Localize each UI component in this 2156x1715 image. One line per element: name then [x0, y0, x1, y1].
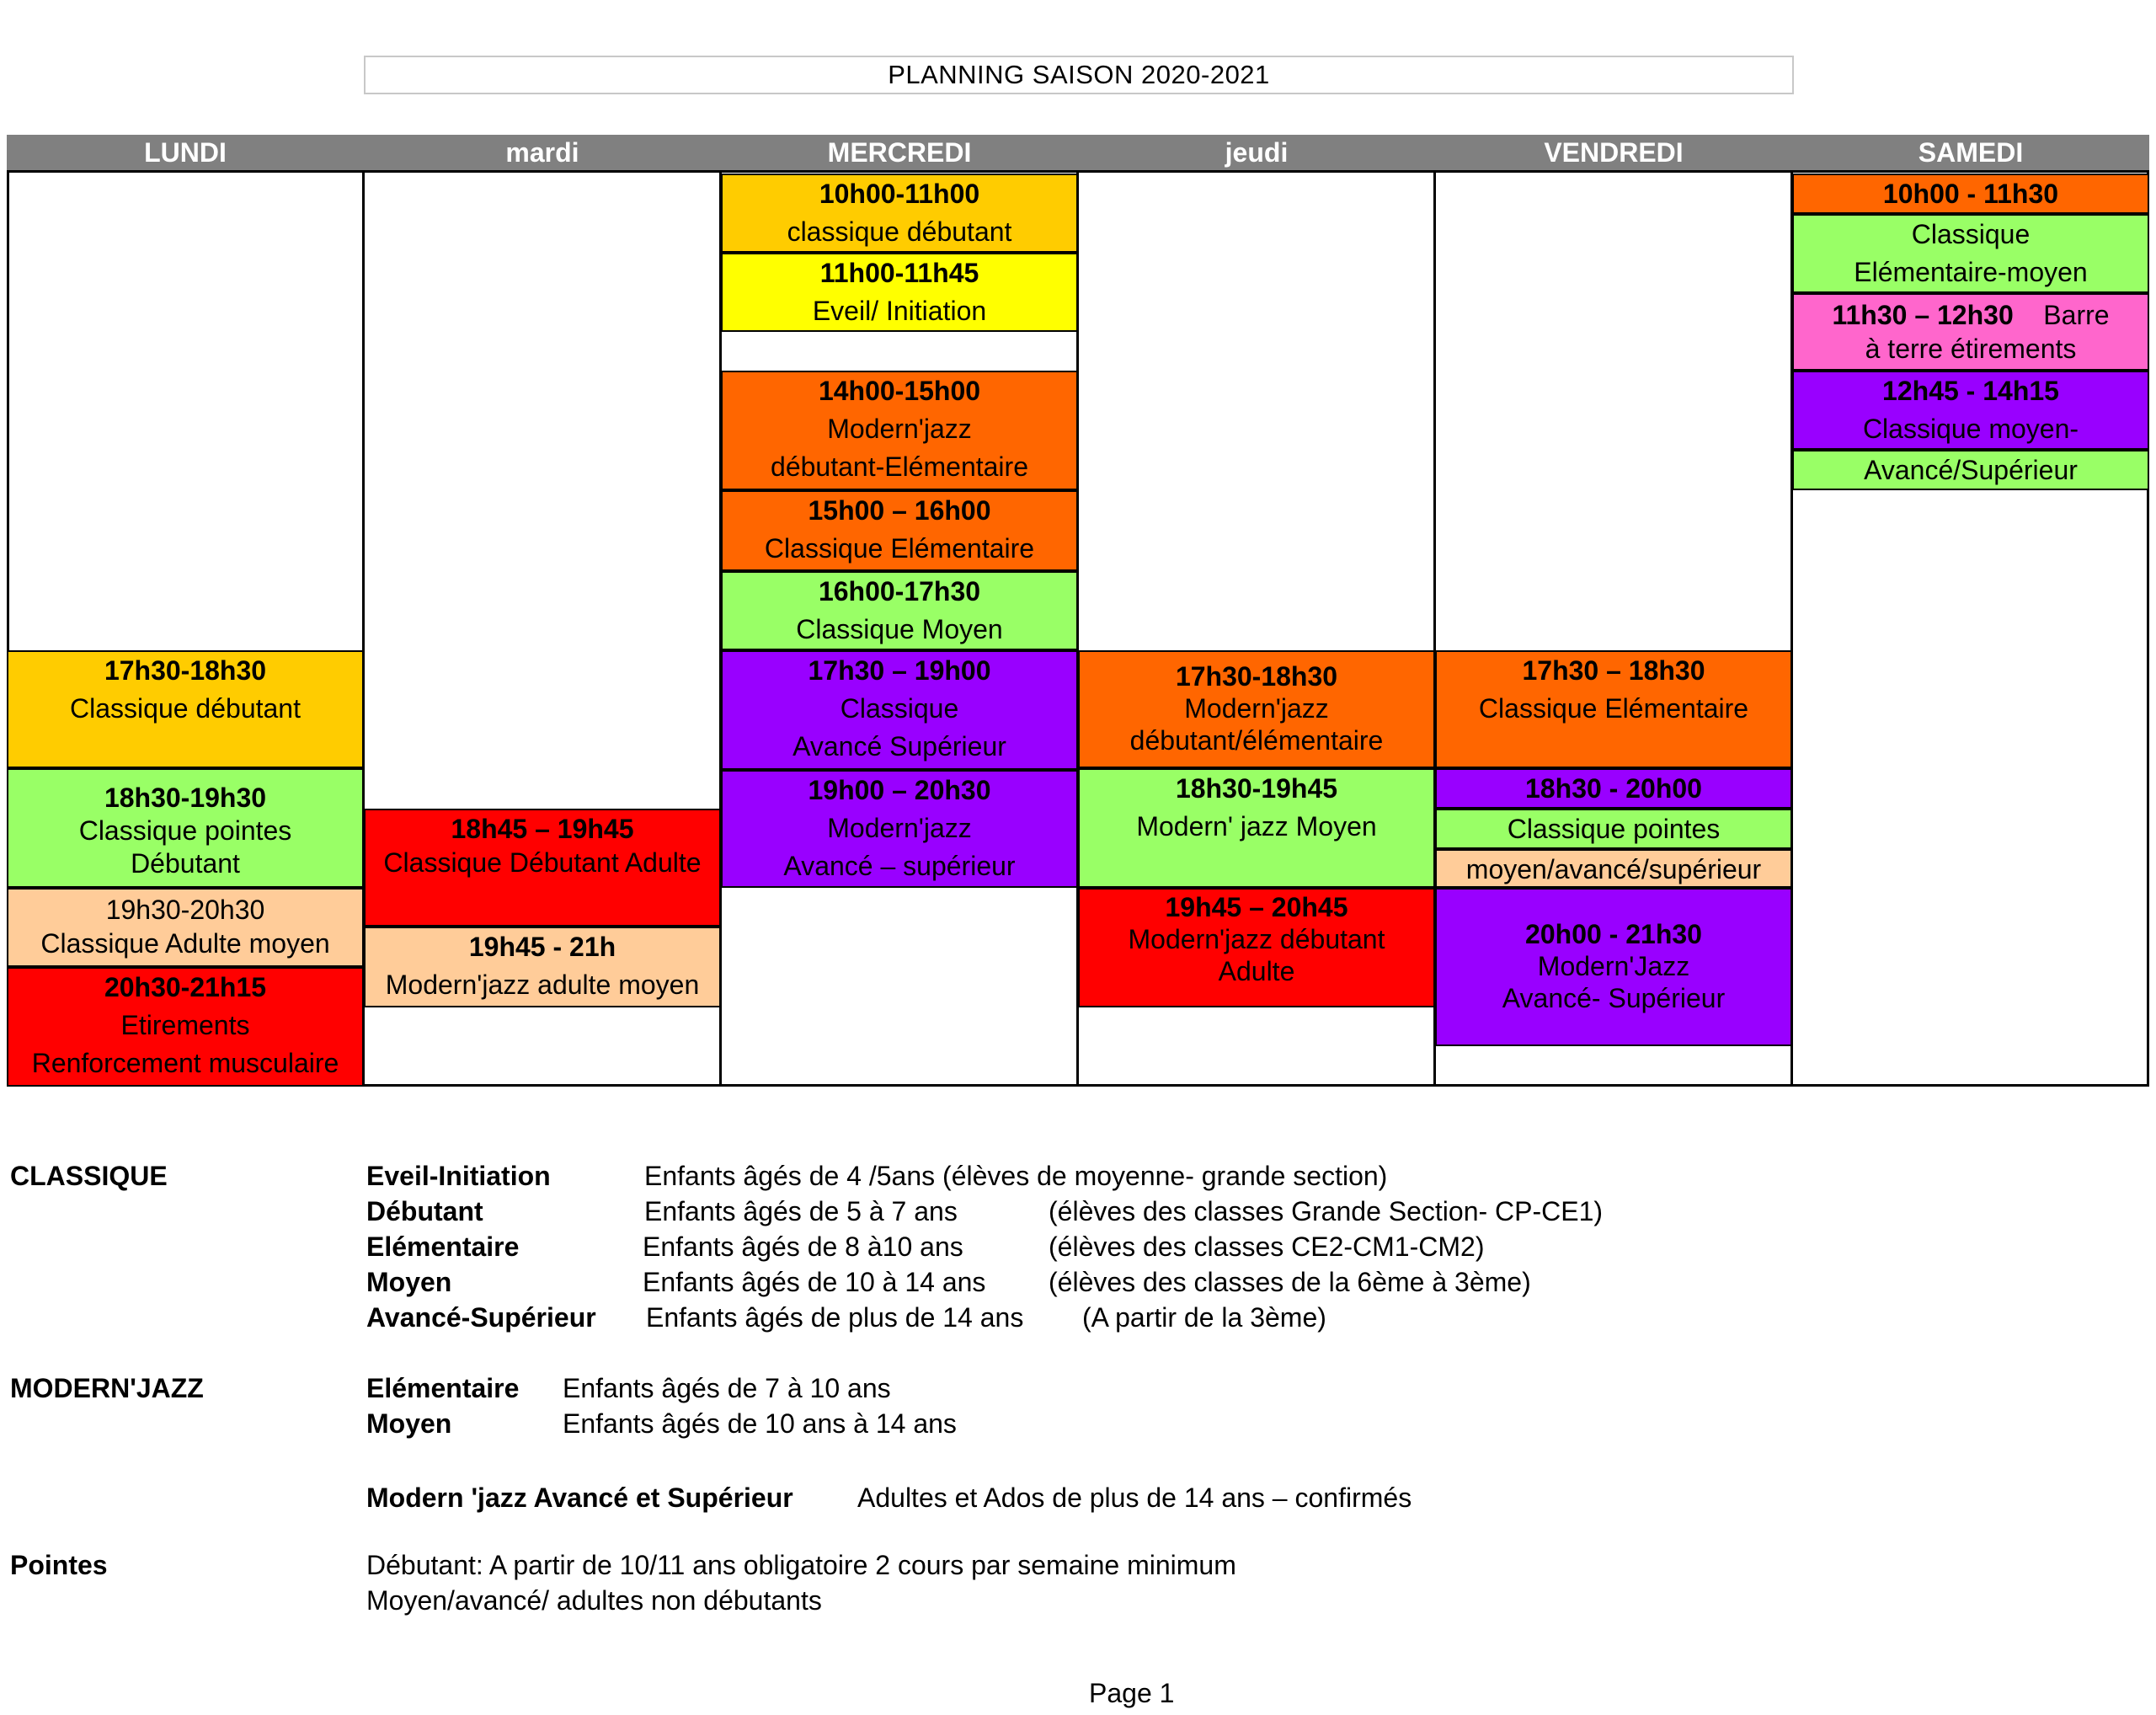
slot-label: Classique Moyen [796, 614, 1003, 644]
legend-desc: Moyen/avancé/ adultes non débutants [366, 1585, 822, 1616]
slot-label: Modern'jazz [827, 414, 972, 444]
slot-label: Classique Débutant Adulte [383, 847, 702, 878]
slot-jeudi-modernjazz-moyen [1078, 768, 1435, 888]
slot-time: 18h30-19h30 [104, 783, 267, 813]
legend-classique-heading: CLASSIQUE [10, 1161, 168, 1191]
legend-desc: Adultes et Ados de plus de 14 ans – confirmés [857, 1483, 1412, 1513]
slot-label: Avancé – supérieur [783, 851, 1016, 881]
slot-vendredi-classique-pointes [1435, 809, 1792, 849]
slot-mardi-classique-debutant-adulte [364, 809, 721, 927]
slot-label: Etirements [120, 1010, 250, 1040]
slot-time: 19h30-20h30 [105, 895, 265, 925]
legend-desc: Enfants âgés de 10 ans à 14 ans [563, 1408, 957, 1439]
slot-label: classique débutant [787, 216, 1012, 247]
slot-time: 20h00 - 21h30 [1525, 919, 1702, 949]
header-vendredi: VENDREDI [1435, 135, 1792, 173]
slot-label: Avancé/Supérieur [1864, 455, 2078, 485]
slot-label: Classique pointes [78, 815, 292, 846]
slot-label: moyen/avancé/supérieur [1465, 854, 1762, 884]
slot-label: Elémentaire-moyen [1854, 257, 2088, 287]
legend-note: (A partir de la 3ème) [1082, 1302, 1326, 1333]
slot-label: Modern'jazz [827, 813, 972, 843]
header-samedi: SAMEDI [1792, 135, 2149, 173]
slot-time: 10h00 - 11h30 [1882, 179, 2059, 209]
slot-time: 10h00-11h00 [819, 179, 980, 209]
slot-label: Modern'jazz débutant [1128, 924, 1385, 954]
slot-time-row [1794, 298, 2148, 332]
legend-desc: Débutant: A partir de 10/11 ans obligatoire 2 cours par semaine minimum [366, 1550, 1236, 1580]
legend-desc: Enfants âgés de 7 à 10 ans [563, 1373, 891, 1403]
legend-desc: Enfants âgés de plus de 14 ans [646, 1302, 1024, 1333]
slot-label: Modern'Jazz [1537, 951, 1690, 981]
slot-time: 17h30-18h30 [1175, 661, 1338, 692]
legend-level: Débutant [366, 1196, 483, 1226]
slot-label: Modern'jazz [1184, 693, 1329, 724]
slot-time: 19h00 – 20h30 [808, 775, 991, 805]
slot-mercredi-classique-elementaire [721, 490, 1078, 571]
slot-label: Avancé- Supérieur [1502, 983, 1726, 1013]
slot-mardi-modernjazz-adulte [364, 927, 721, 1007]
legend-desc: Enfants âgés de 5 à 7 ans [644, 1196, 958, 1226]
slot-label: Adulte [1218, 956, 1295, 986]
slot-samedi-avance [1792, 450, 2149, 490]
legend-note: (élèves des classes Grande Section- CP-CE1) [1049, 1196, 1604, 1226]
legend-level: Moyen [366, 1408, 452, 1439]
legend-level: Elémentaire [366, 1373, 520, 1403]
slot-label: Classique débutant [70, 693, 301, 724]
slot-samedi-classique-moyen [1792, 371, 2149, 450]
slot-label: Modern' jazz Moyen [1136, 811, 1377, 841]
slot-time: 11h00-11h45 [819, 258, 979, 288]
slot-label: Avancé Supérieur [792, 731, 1006, 761]
slot-label: Classique [840, 693, 959, 724]
slot-mercredi-eveil [721, 253, 1078, 332]
legend-desc: Enfants âgés de 10 à 14 ans [643, 1267, 986, 1297]
slot-mercredi-modernjazz-debutant [721, 371, 1078, 490]
slot-lundi-classique-adulte-moyen [7, 888, 364, 967]
legend-level: Eveil-Initiation [366, 1161, 551, 1191]
slot-time: 19h45 – 20h45 [1165, 892, 1348, 922]
header-lundi: LUNDI [7, 135, 364, 173]
slot-samedi-time-1 [1792, 174, 2149, 214]
slot-label: Barre [2043, 300, 2110, 330]
slot-time: 17h30-18h30 [104, 655, 267, 686]
slot-label: Renforcement musculaire [31, 1048, 339, 1078]
slot-vendredi-pointes-niveau [1435, 849, 1792, 888]
slot-lundi-classique-debutant [7, 650, 364, 768]
slot-time: 18h30-19h45 [1175, 773, 1338, 804]
slot-time: 19h45 - 21h [468, 932, 616, 962]
slot-label: Eveil/ Initiation [812, 296, 987, 326]
slot-label: à terre étirements [1865, 334, 2077, 364]
slot-time: 15h00 – 16h00 [808, 495, 991, 526]
slot-label: Classique Elémentaire [764, 533, 1035, 564]
slot-label: débutant/élémentaire [1129, 725, 1384, 756]
legend-level: Avancé-Supérieur [366, 1302, 596, 1333]
slot-time: 16h00-17h30 [818, 576, 981, 606]
slot-vendredi-time-2 [1435, 768, 1792, 809]
slot-label: Classique pointes [1507, 814, 1721, 844]
page-number: Page 1 [1089, 1678, 1175, 1708]
slot-time: 11h30 – 12h30 [1832, 300, 2014, 330]
slot-time: 14h00-15h00 [818, 376, 981, 406]
slot-label: Classique moyen- [1862, 414, 2079, 444]
slot-samedi-barre-a-terre [1792, 293, 2149, 371]
slot-time: 20h30-21h15 [104, 972, 267, 1002]
slot-vendredi-modernjazz-avance [1435, 888, 1792, 1046]
slot-label: Débutant [131, 848, 240, 879]
slot-lundi-etirements [7, 967, 364, 1087]
slot-time: 18h45 – 19h45 [451, 814, 634, 844]
slot-time: 12h45 - 14h15 [1882, 376, 2059, 406]
header-jeudi: jeudi [1078, 135, 1435, 173]
legend-note: (élèves des classes de la 6ème à 3ème) [1049, 1267, 1531, 1297]
legend-pointes-heading: Pointes [10, 1550, 108, 1580]
slot-jeudi-modernjazz-adulte [1078, 888, 1435, 1007]
slot-mercredi-classique-moyen [721, 571, 1078, 650]
slot-mercredi-classique-avance [721, 650, 1078, 770]
slot-label: débutant-Elémentaire [771, 451, 1028, 482]
slot-label: Classique Elémentaire [1478, 693, 1749, 724]
slot-label: Modern'jazz adulte moyen [385, 970, 700, 1000]
legend-level: Modern 'jazz Avancé et Supérieur [366, 1483, 793, 1513]
slot-vendredi-classique-elementaire [1435, 650, 1792, 768]
slot-mercredi-classique-debutant [721, 174, 1078, 253]
legend-desc: Enfants âgés de 4 /5ans (élèves de moyenne- grande section) [644, 1161, 1388, 1191]
legend-modernjazz-heading: MODERN'JAZZ [10, 1373, 204, 1403]
header-mardi: mardi [364, 135, 721, 173]
slot-mercredi-modernjazz-avance [721, 770, 1078, 888]
header-mercredi: MERCREDI [721, 135, 1078, 173]
legend-level: Moyen [366, 1267, 452, 1297]
slot-time: 17h30 – 18h30 [1522, 655, 1705, 686]
slot-label: Classique [1911, 219, 2031, 249]
slot-time: 18h30 - 20h00 [1525, 773, 1702, 804]
slot-label: Classique Adulte moyen [40, 928, 330, 959]
slot-lundi-classique-pointes [7, 768, 364, 888]
slot-jeudi-modernjazz-debutant [1078, 650, 1435, 768]
page-title: PLANNING SAISON 2020-2021 [364, 56, 1794, 94]
legend-level: Elémentaire [366, 1231, 520, 1262]
legend-note: (élèves des classes CE2-CM1-CM2) [1049, 1231, 1485, 1262]
slot-time: 17h30 – 19h00 [808, 655, 991, 686]
slot-samedi-classique-elementaire-moyen [1792, 214, 2149, 293]
legend-desc: Enfants âgés de 8 à10 ans [643, 1231, 963, 1262]
